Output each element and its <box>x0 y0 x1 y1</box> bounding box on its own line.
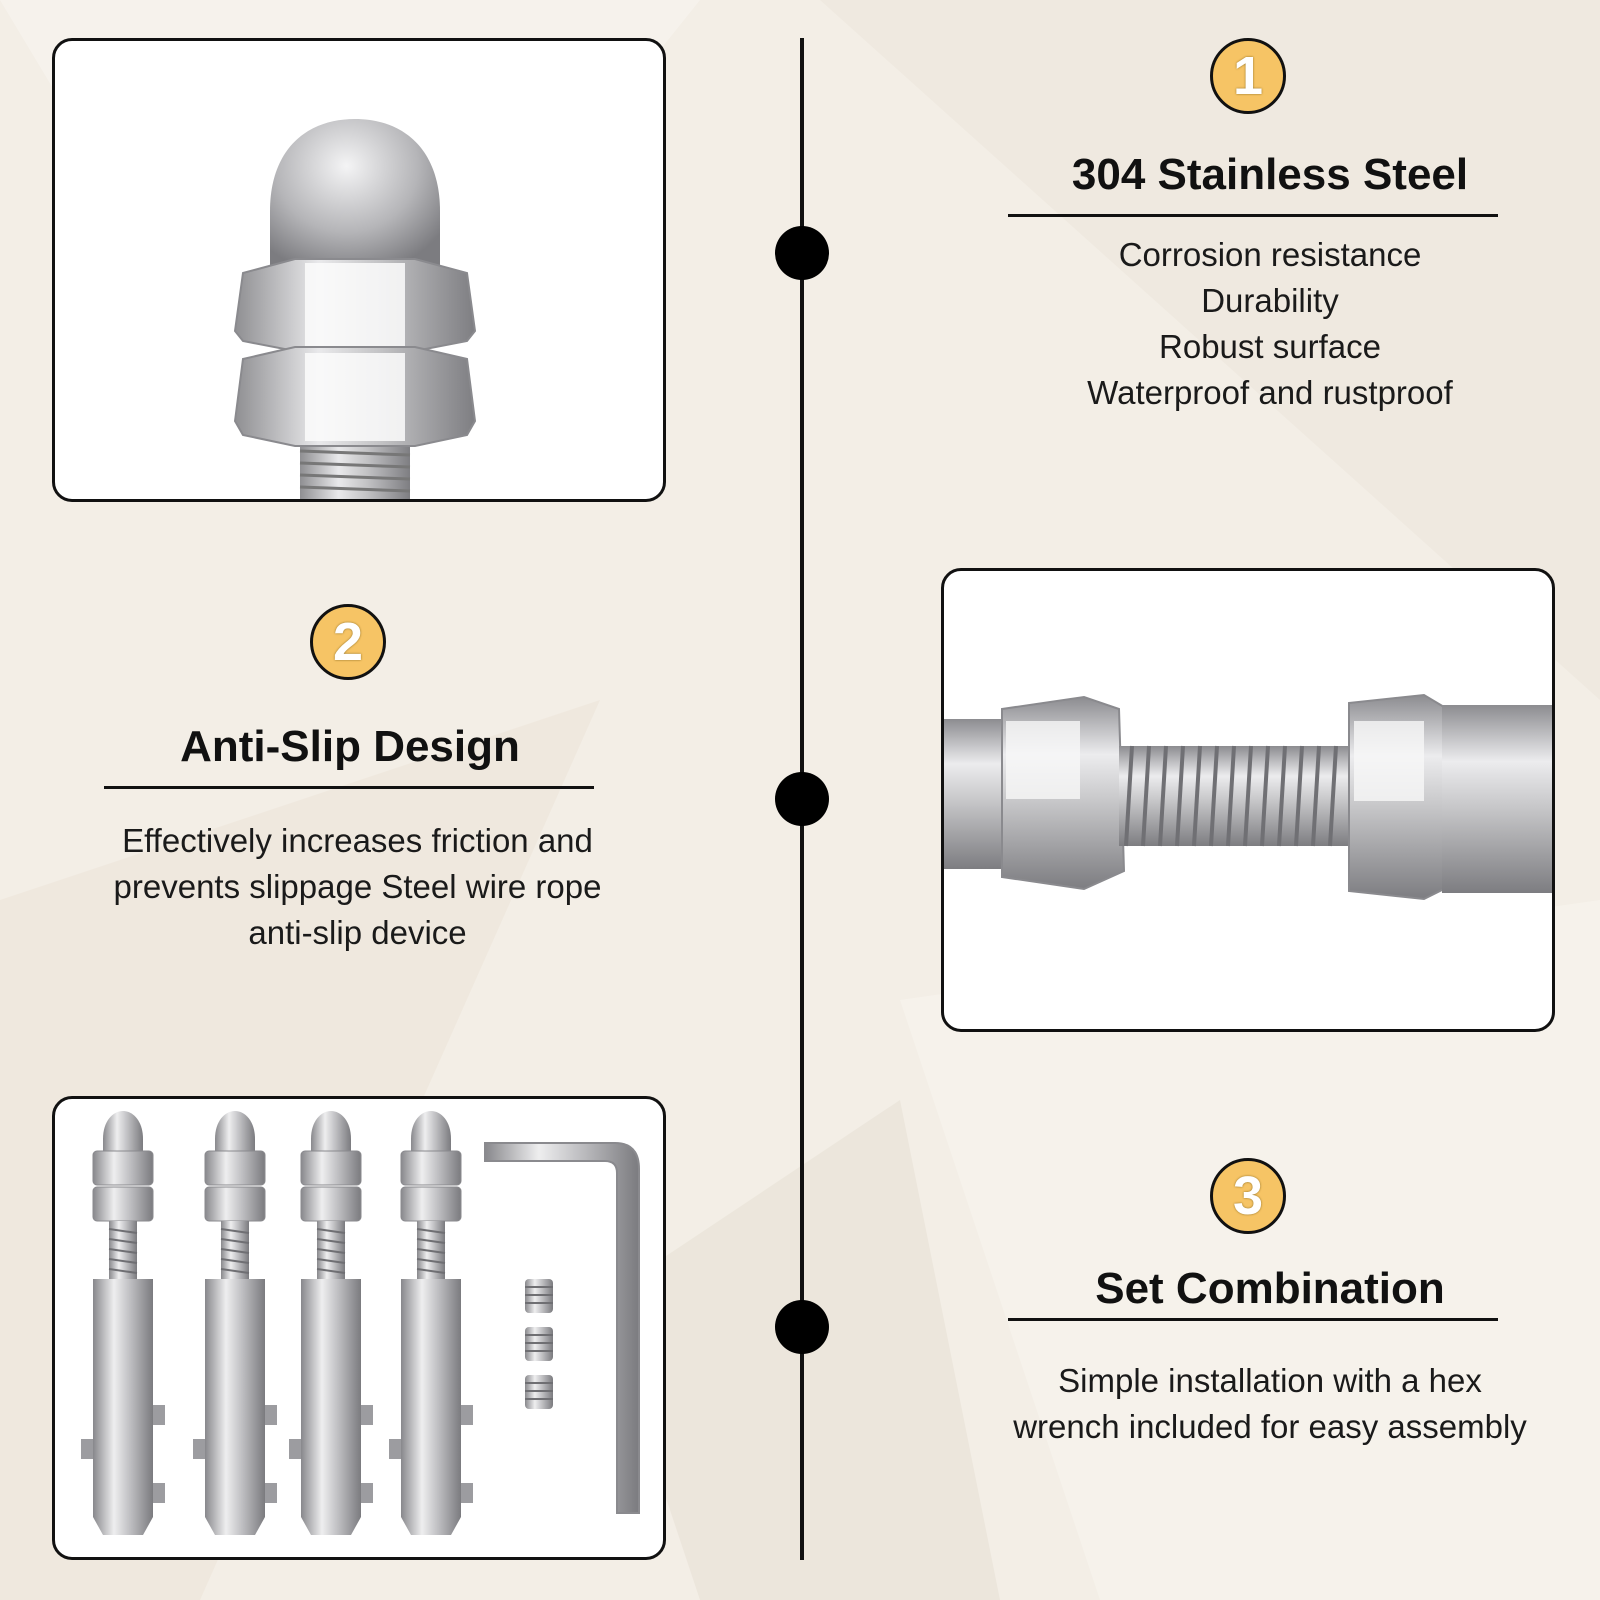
timeline-dot-3 <box>775 1300 829 1354</box>
feature-description-3 <box>960 1358 1580 1450</box>
feature-rule-2 <box>104 786 594 789</box>
set-screw <box>525 1279 553 1313</box>
product-image-threaded-bolt <box>941 568 1555 1032</box>
timeline-dot-1 <box>775 226 829 280</box>
set-screw <box>525 1375 553 1409</box>
feature-3-line: Simple installation with a hex <box>1058 1362 1482 1399</box>
feature-2-line: Effectively increases friction and <box>122 822 593 859</box>
terminal-piece <box>193 1111 277 1535</box>
feature-1-line: Durability <box>1201 282 1339 319</box>
feature-3-line: wrench included for easy assembly <box>1013 1408 1527 1445</box>
feature-2-line: anti-slip device <box>248 914 467 951</box>
terminal-piece <box>289 1111 373 1535</box>
product-image-set-contents <box>52 1096 666 1560</box>
feature-2-line: prevents slippage Steel wire rope <box>113 868 602 905</box>
feature-1-line: Waterproof and rustproof <box>1087 374 1453 411</box>
feature-1-line: Corrosion resistance <box>1118 236 1422 273</box>
feature-title-2: Anti-Slip Design <box>180 722 520 771</box>
feature-title-3: Set Combination <box>1095 1264 1445 1313</box>
feature-rule-3 <box>1008 1318 1498 1321</box>
product-image-acorn-nut <box>52 38 666 502</box>
timeline-dot-2 <box>775 772 829 826</box>
step-badge-3: 3 <box>1210 1158 1286 1234</box>
hex-wrench <box>485 1143 639 1513</box>
step-badge-1: 1 <box>1210 38 1286 114</box>
feature-title-1: 304 Stainless Steel <box>1071 150 1469 199</box>
step-badge-2: 2 <box>310 604 386 680</box>
feature-description-1 <box>1010 232 1530 416</box>
feature-description-2 <box>60 818 655 956</box>
terminal-piece <box>81 1111 165 1535</box>
feature-rule-1 <box>1008 214 1498 217</box>
set-screw <box>525 1327 553 1361</box>
terminal-piece <box>389 1111 473 1535</box>
feature-1-line: Robust surface <box>1159 328 1381 365</box>
